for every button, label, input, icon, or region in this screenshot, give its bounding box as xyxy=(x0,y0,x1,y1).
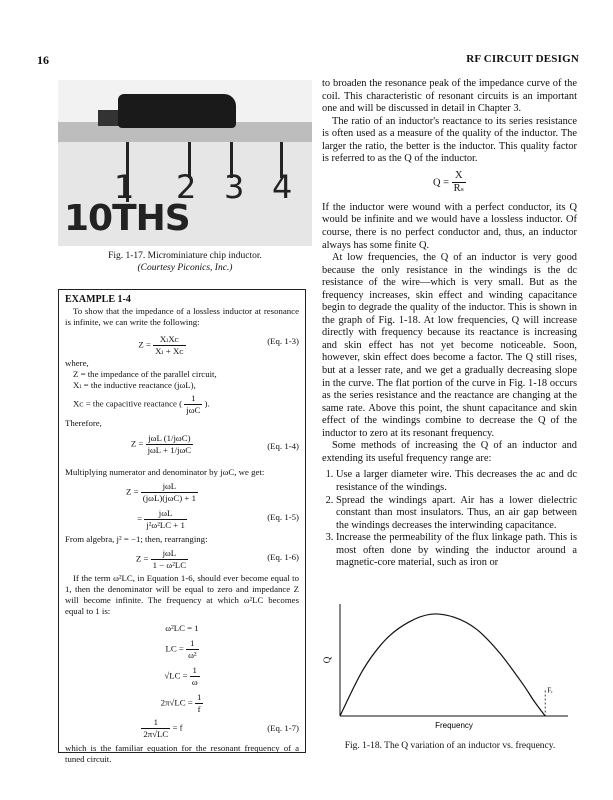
chip-inductor-photo xyxy=(58,80,312,246)
eq-fraction xyxy=(186,638,198,661)
definition-xc: Xᴄ = the capacitive reactance ( $\frac{1}{\text{jωC}}$ ). xyxy=(73,393,210,415)
eq-numerator: jωL (1/jωC) xyxy=(146,433,194,445)
eq-lhs: Z = xyxy=(130,438,144,449)
paragraph: to broaden the resonance peak of the impedance curve of the coil. This characteristic of resonant circuits is an important one and will be discussed in detail in Chapter 3. xyxy=(322,78,577,115)
eq-denominator: ω² xyxy=(188,650,197,660)
definition-z: Z = the impedance of the parallel circuit, xyxy=(73,369,217,379)
y-axis-label: Q xyxy=(322,656,332,664)
eq-numerator: 1 xyxy=(141,717,170,729)
eq-label: (Eq. 1-5) xyxy=(267,512,299,522)
eq-lhs: Z = xyxy=(138,339,151,350)
eq-denominator: Rₛ xyxy=(453,183,464,195)
eq-fraction xyxy=(184,393,202,416)
eq-lhs: LC = xyxy=(165,643,184,654)
list-item: 1. Use a larger diameter wire. This decreases the ac and dc resistance of the windings. xyxy=(336,469,577,494)
q-curve-series xyxy=(340,614,545,716)
q-equation xyxy=(322,170,577,196)
eq-lhs: Z = xyxy=(126,486,139,497)
therefore-label: Therefore, xyxy=(65,418,102,428)
eq-numerator: 1 xyxy=(196,692,202,702)
explanation-text: If the term ω²LC, in Equation 1-6, should ever become equal to 1, then the denominator will be equal to zero and impedance Z will become infinite. The frequency at which ω²LC becomes equal to 1 is: xyxy=(65,573,299,616)
equation-1-3 xyxy=(65,328,299,358)
eq-fraction xyxy=(452,170,466,196)
derivation-step xyxy=(65,692,299,715)
eq-fraction xyxy=(141,717,170,740)
caption-text: Fig. 1-17. Microminiature chip inductor. xyxy=(108,251,262,261)
eq-denominator: Xₗ + Xᴄ xyxy=(155,346,184,356)
ruler-unit-label: 10THS xyxy=(64,198,190,239)
where-label: where, xyxy=(65,358,89,368)
x-axis-label: Frequency xyxy=(435,721,473,730)
eq-label: (Eq. 1-6) xyxy=(267,552,299,562)
closing-text: which is the familiar equation for the resonant frequency of a tuned circuit. xyxy=(65,743,299,764)
ruler-number: 4 xyxy=(272,168,293,206)
eq-lhs: Z = xyxy=(135,553,149,564)
example-box xyxy=(58,289,306,764)
figure-1-18-caption: Fig. 1-18. The Q variation of an inductor vs. frequency. xyxy=(344,741,556,751)
eq-denominator: jωC xyxy=(186,405,201,415)
eq-numerator: XₗXᴄ xyxy=(153,334,185,346)
eq-rhs: = f xyxy=(172,722,183,733)
list-item: 3. Increase the permeability of the flux linkage path. This is most often done by winding the inductor around a magnetic-core material, such as iron or xyxy=(336,532,577,570)
eq-fraction xyxy=(146,433,194,456)
ruler-number: 2 xyxy=(176,168,197,206)
eq-denominator: 1 − ω²LC xyxy=(152,560,187,570)
definition-text: Xᴄ = the capacitive reactance xyxy=(73,398,177,409)
eq-fraction xyxy=(144,508,187,531)
ruler-number: 3 xyxy=(224,168,245,206)
figure-1-17-caption xyxy=(80,250,290,274)
equation-1-5a xyxy=(65,478,299,506)
ruler-number: 1 xyxy=(114,168,135,206)
eq-denominator: f xyxy=(197,704,201,714)
page-number: 16 xyxy=(37,53,49,67)
right-column xyxy=(322,78,577,570)
equation-1-6 xyxy=(65,545,299,573)
eq-fraction xyxy=(153,334,185,357)
caption-credit: (Courtesy Piconics, Inc.) xyxy=(137,263,233,273)
chip-inductor-body xyxy=(118,94,236,128)
methods-list xyxy=(322,469,577,569)
running-header: RF CIRCUIT DESIGN xyxy=(466,53,579,65)
derivation-step xyxy=(65,665,299,688)
eq-denominator: (jωL)(jωC) + 1 xyxy=(142,493,196,503)
eq-lhs: 2π√LC = xyxy=(160,697,193,708)
eq-numerator: jωL xyxy=(144,508,187,520)
algebra-text: From algebra, j² = −1; then, rearranging: xyxy=(65,534,208,544)
equation-1-5: = $\frac{\text{jωL}}{\text{j²ω²LC + 1}}$ (Eq. 1-5) xyxy=(137,508,299,530)
eq-fraction xyxy=(190,665,200,688)
paragraph: If the inductor were wound with a perfect conductor, its Q would be infinite and we would have a lossless inductor. Of course, there is no perfect conductor and, thus, an inductor always has some finite Q. xyxy=(322,201,577,251)
eq-label: (Eq. 1-4) xyxy=(267,441,299,451)
derivation-step xyxy=(65,638,299,661)
eq-label: (Eq. 1-3) xyxy=(267,336,299,346)
multiplying-text: Multiplying numerator and denominator by jωC, we get: xyxy=(65,467,265,477)
example-intro: To show that the impedance of a lossless inductor at resonance is infinite, we can write the following: xyxy=(65,306,299,327)
definition-xl: Xₗ = the inductive reactance (jωL), xyxy=(73,380,196,390)
eq-numerator: X xyxy=(452,170,466,184)
eq-numerator: 1 xyxy=(186,638,198,650)
eq-numerator: jωL xyxy=(141,481,198,493)
eq-denominator: 2π√LC xyxy=(143,729,169,739)
eq-denominator: j²ω²LC + 1 xyxy=(146,520,185,530)
equation-1-4 xyxy=(65,429,299,467)
equation-1-7 xyxy=(65,717,299,743)
eq-denominator: jωL + 1/jωC xyxy=(147,445,192,455)
eq-numerator: 1 xyxy=(184,393,202,405)
eq-fraction xyxy=(151,548,188,571)
eq-label: (Eq. 1-7) xyxy=(267,723,299,733)
paragraph: At low frequencies, the Q of an inductor is very good because the only resistance in the windings is the dc resistance of the wire—which is very small. But as the frequency increases, skin effect and winding capacitance begin to degrade the quality of the inductor. This is shown in the graph of Fig. 1-18. At low frequencies, Q will increase directly with frequency because its reactance is increasing and skin effect has not yet become noticeable. Soon, however, skin effect does become a factor. The Q still rises, but at a lesser rate, and we get a gradually decreasing slope in the curve. The flat portion of the curve in Fig. 1-18 occurs as the series resistance and the reactance are changing at the same rate. Above this point, the shunt capacitance and skin effect of the windings combine to decrease the Q of the inductor to zero at its resonant frequency. xyxy=(322,252,577,439)
paragraph: Some methods of increasing the Q of an inductor and extending its useful frequency range are: xyxy=(322,440,577,464)
eq-denominator: ω xyxy=(191,677,198,687)
paragraph: The ratio of an inductor's reactance to its series resistance is often used as a measure of the quality of the inductor. The larger the ratio, the better is the inductor. This quality factor is referred to as the Q of the inductor. xyxy=(322,115,577,165)
eq-fraction xyxy=(141,481,198,504)
eq-numerator: jωL xyxy=(151,548,188,560)
eq-lhs: Q = xyxy=(432,177,449,189)
q-vs-frequency-chart xyxy=(318,600,580,732)
eq-fraction xyxy=(195,692,203,715)
list-item: 2. Spread the windings apart. Air has a lower dielectric constant than most insulators. Thus, an air gap between the windings decreases the interwinding capacitance. xyxy=(336,495,577,533)
eq-numerator: 1 xyxy=(190,665,200,677)
resonance-label: Fᵣ xyxy=(547,686,553,695)
derivation-step: ω²LC = 1 xyxy=(165,623,199,633)
eq-lhs: √LC = xyxy=(164,670,188,681)
example-title: EXAMPLE 1-4 xyxy=(65,294,131,305)
